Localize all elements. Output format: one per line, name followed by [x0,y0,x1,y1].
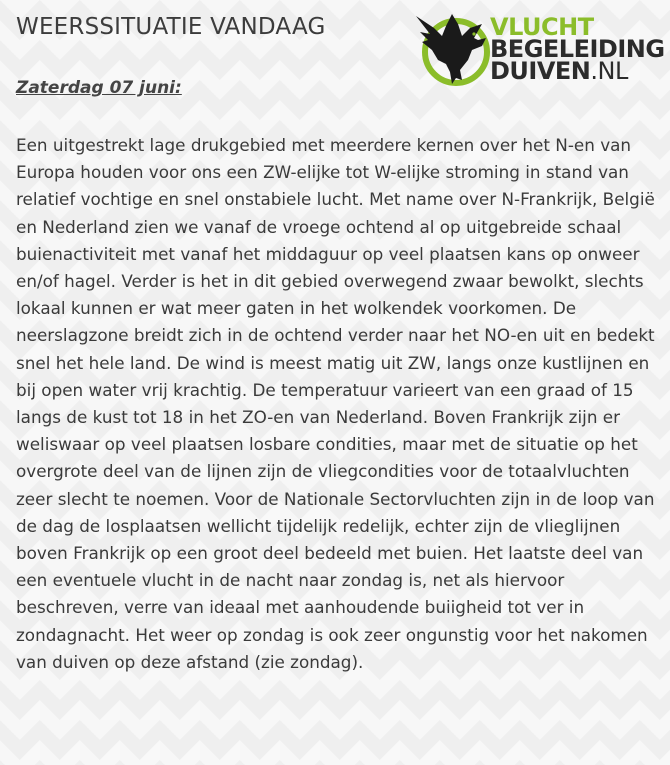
site-logo[interactable] [412,6,664,96]
article-body: Een uitgestrekt lage drukgebied met meerdere kernen over het N-en van Europa houden voor ons een ZW-elijke tot W-elijke stroming in stand van relatief vochtige en snel onstabiele lucht. Met name over N-Frankrijk, België en Nederland zien we vanaf de vroege ochtend al op uitgebreide schaal buienactiviteit met vanaf het middaguur op veel plaatsen kans op onweer en/of hagel. Verder is het in dit gebied overwegend zwaar bewolkt, slechts lokaal kunnen er wat meer gaten in het wolkendek voorkomen. De neerslagzone breidt zich in de ochtend verder naar het NO-en uit en bedekt snel het hele land. De wind is meest matig uit ZW, langs onze kustlijnen en bij open water vrij krachtig. De temperatuur varieert van een graad of 15 langs de kust tot 18 in het ZO-en van Nederland. Boven Frankrijk zijn er weliswaar op veel plaatsen losbare condities, maar met de situatie op het overgrote deel van de lijnen zijn de vliegcondities voor de totaalvluchten zeer slecht te noemen. Voor de Nationale Sectorvluchten zijn in de loop van de dag de losplaatsen wellicht tijdelijk redelijk, echter zijn de vlieglijnen boven Frankrijk op een groot deel bedeeld met buien. Het laatste deel van een eventuele vlucht in de nacht naar zondag is, net als hiervoor beschreven, verre van ideaal met aanhoudende buiigheid tot ver in zondagnacht. Het weer op zondag is ook zeer ongunstig voor het nakomen van duiven op deze afstand (zie zondag). [16,135,655,672]
logo-line-2: BEGELEIDING [490,35,665,63]
logo-wordmark [490,13,665,85]
logo-line-3 [490,57,665,85]
pigeon-in-circle-icon [412,6,492,96]
logo-line-3-main: DUIVEN [490,57,591,85]
logo-line-1: VLUCHT [490,13,594,41]
page-title: WEERSSITUATIE VANDAAG [16,14,326,40]
logo-line-3-suffix: .NL [590,57,628,85]
article-date: Zaterdag 07 juni: [16,78,182,98]
